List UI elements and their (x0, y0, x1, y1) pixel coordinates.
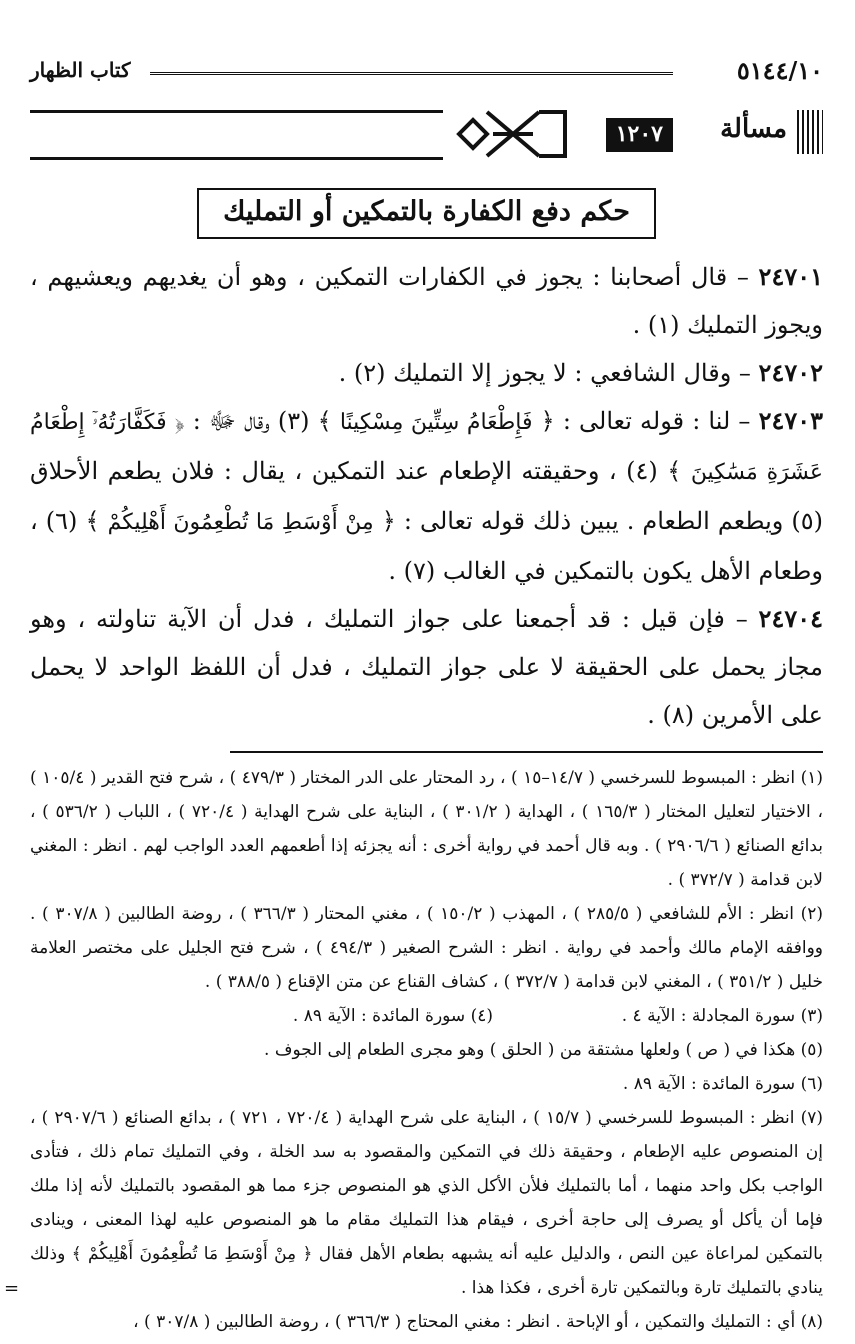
main-text (30, 253, 823, 739)
masala-number: ١٢٠٧ (606, 118, 673, 152)
paragraph (30, 595, 823, 739)
masala-label: مسألة (720, 114, 787, 144)
masala-banner (30, 106, 823, 168)
footnote-pair (30, 999, 823, 1033)
footnote-separator (230, 751, 823, 753)
paragraph (30, 349, 823, 397)
paragraph (30, 253, 823, 349)
paragraph (30, 397, 823, 595)
footnote: (٦) سورة المائدة : الآية ٨٩ . (622, 1074, 823, 1094)
paragraph-text: ﴾ (٤) ، وحقيقته الإطعام عند التمكين ، يقال : فلان يطعم الأحلاق (٥) ويطعم الطعام . يبين ذلك قوله تعالى : ﴿ (30, 457, 824, 535)
paragraph-text: ﴾ (٦) ، وطعام الأهل يكون بالتمكين في الغالب (٧) . (30, 507, 823, 585)
quran-verse: فَإِطْعَامُ سِتِّينَ مِسْكِينًا (339, 410, 533, 435)
book-title: كتاب الظهار (30, 58, 131, 82)
paragraph-text: – وقال الشافعي : لا يجوز إلا التمليك (٢) . (338, 359, 759, 387)
paragraph-number: ٢٤٧٠٢ (758, 358, 823, 387)
page-number: ٥١٤٤/١٠ (736, 56, 823, 85)
paragraph-text: – قال أصحابنا : يجوز في الكفارات التمكين ، وهو أن يغديهم ويعشيهم ، ويجوز التمليك (١) . (30, 263, 823, 339)
footnote: (١) انظر : المبسوط للسرخسي ( ١٤/٧–١٥ ) ، رد المحتار على الدر المختار ( ٤٧٩/٣ ) ، شرح فتح القدير ( ١٠٥/٤ ) ، الاختيار لتعليل المختار ( ١٦٥/٣ ) ، الهداية ( ٣٠١/٢ ) ، البناية على شرح الهداية ( ٧٢٠/٤ ) ، اللباب ( ٥٣٦/٢ ) ، بدائع الصنائع ( ٢٩٠٦/٦ ) . وبه قال أحمد في رواية أخرى : أنه يجزئه إذا أطعمهم العدد الواجب لهم . انظر : المغني لابن قدامة ( ٣٧٢/٧ ) . (30, 768, 823, 890)
footnotes (30, 761, 823, 1339)
book-page (30, 48, 823, 1339)
running-header (30, 48, 823, 88)
paragraph-number: ٢٤٧٠٣ (758, 406, 824, 435)
quran-verse: فَكَفَّارَتُهُۥٓ إِطْعَامُ عَشَرَةِ مَسَٰكِينَ (30, 410, 824, 485)
paragraph-text: ﴾ (٣) وقال ﷻ : ﴿ (166, 407, 340, 435)
quran-verse: مِنْ أَوْسَطِ مَا تُطْعِمُونَ أَهْلِيكُمْ (107, 510, 374, 535)
footnote: (٨) أي : التمليك والتمكين ، أو الإباحة . انظر : مغني المحتاج ( ٣٦٦/٣ ) ، روضة الطالبين ( ٣٠٧/٨ ) ، (133, 1312, 823, 1332)
footnote: (٥) هكذا في ( ص ) ولعلها مشتقة من ( الحلق ) وهو مجرى الطعام إلى الجوف . (264, 1040, 823, 1060)
paragraph-text: – فإن قيل : قد أجمعنا على جواز التمليك ، فدل أن الآية تناولته ، وهو مجاز يحمل على الحقيقة لا على جواز التمليك ، فدل أن اللفظ الواحد لا يحمل على الأمرين (٨) . (30, 605, 823, 729)
knot-ornament-icon (453, 106, 573, 162)
paragraph-number: ٢٤٧٠٤ (758, 604, 823, 633)
paragraph-number: ٢٤٧٠١ (758, 262, 823, 291)
footnote: (٣) سورة المجادلة : الآية ٤ . (621, 1006, 823, 1026)
banner-rule (30, 110, 443, 160)
paragraph-text: – لنا : قوله تعالى : ﴿ (532, 407, 759, 435)
footnote: (٢) انظر : الأم للشافعي ( ٢٨٥/٥ ) ، المهذب ( ١٥٠/٢ ) ، مغني المحتار ( ٣٦٦/٣ ) ، روضة الطالبين ( ٣٠٧/٨ ) . ووافقه الإمام مالك وأحمد في رواية . انظر : الشرح الصغير ( ٤٩٤/٣ ) ، شرح فتح الجليل على مختصر العلامة خليل ( ٣٥١/٢ ) ، المغني لابن قدامة ( ٣٧٢/٧ ) ، كشاف القناع عن متن الإقناع ( ٣٨٨/٥ ) . (30, 904, 824, 992)
footnote: (٧) انظر : المبسوط للسرخسي ( ١٥/٧ ) ، البناية على شرح الهداية ( ٧٢٠/٤ ، ٧٢١ ) ، بدائع الصنائع ( ٢٩٠٧/٦ ) ، إن المنصوص عليه الإطعام ، وحقيقة ذلك في التمكين والمقصود به سد الخلة ، وفي التمليك تمام ذلك ، فتأدى الواجب بكل واحد منهما ، أما بالتمليك فلأن الأكل الذي هو المنصوص جزء مما هو المقصود بالتمليك لأنه إذا ملك فإما أن يأكل أو يصرف إلى حاجة أخرى ، فيقام هذا التمليك مقام ما هو المنصوص عليه لهذا المعنى ، وينادى بالتمكين لمراعاة عين النص ، والدليل عليه أنه يشبهه بطعام الأهل فقال ﴿ مِنْ أَوْسَطِ مَا تُطْعِمُونَ أَهْلِيكُمْ ﴾ وذلك ينادي بالتمليك تارة وبالتمكين تارة أخرى ، فكذا هذا . (30, 1108, 823, 1298)
continuation-mark: = (4, 1278, 20, 1299)
banner-bars-ornament (797, 110, 823, 154)
footnote: (٤) سورة المائدة : الآية ٨٩ . (292, 1006, 493, 1026)
header-rule (150, 72, 673, 75)
chapter-title: حكم دفع الكفارة بالتمكين أو التمليك (197, 188, 656, 239)
